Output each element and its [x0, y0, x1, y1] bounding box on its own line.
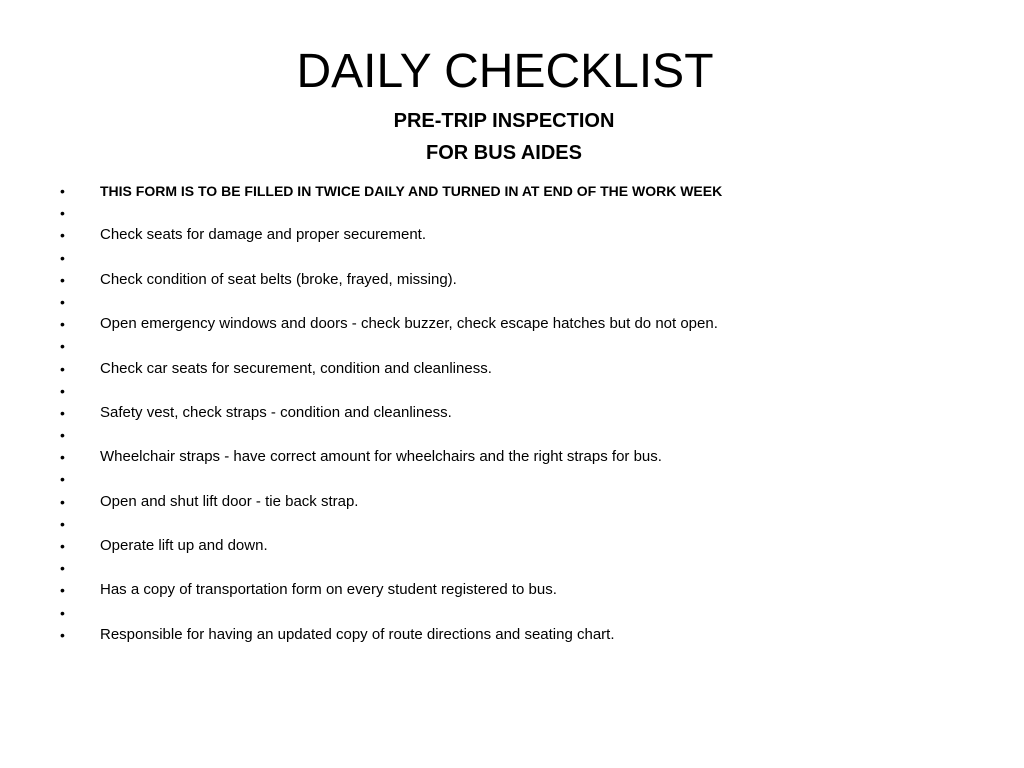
bullet-icon: •: [60, 515, 65, 532]
empty-bullet-item: [60, 602, 1000, 624]
checklist-item-text: Has a copy of transportation form on every student registered to bus.: [100, 581, 557, 599]
checklist-item-text: Check seats for damage and proper securement.: [100, 226, 427, 244]
slide-title: DAILY CHECKLIST: [296, 45, 714, 98]
checklist-item-text: Check condition of seat belts (broke, frayed, missing).: [100, 270, 457, 288]
checklist-item-text: Safety vest, check straps - condition and cleanliness.: [100, 403, 452, 421]
bullet-icon: •: [60, 449, 65, 466]
empty-bullet-item: [60, 468, 1000, 490]
checklist-bullet-list: [60, 180, 1000, 646]
bullet-icon: •: [60, 205, 65, 222]
checklist-item: [60, 624, 1000, 646]
checklist-item: [60, 402, 1000, 424]
bullet-icon: •: [60, 382, 65, 399]
slide-subtitle-line-1: PRE-TRIP INSPECTION: [393, 110, 615, 132]
bullet-icon: •: [60, 360, 65, 377]
checklist-item-text: Check car seats for securement, condition and cleanliness.: [100, 359, 492, 377]
checklist-item: [60, 224, 1000, 246]
checklist-item: [60, 535, 1000, 557]
checklist-item: [60, 313, 1000, 335]
bullet-icon: •: [60, 427, 65, 444]
bullet-icon: •: [60, 227, 65, 244]
empty-bullet-item: [60, 335, 1000, 357]
slide-subtitle-line-2: FOR BUS AIDES: [426, 142, 582, 164]
empty-bullet-item: [60, 291, 1000, 313]
checklist-item: [60, 579, 1000, 601]
bullet-icon: •: [60, 316, 65, 333]
empty-bullet-item: [60, 380, 1000, 402]
checklist-item: [60, 180, 1000, 202]
checklist-item-text: Responsible for having an updated copy of route directions and seating chart.: [100, 625, 615, 643]
checklist-item-text: Open and shut lift door - tie back strap.: [100, 492, 359, 510]
checklist-item-text: Operate lift up and down.: [100, 537, 268, 554]
bullet-icon: •: [60, 183, 65, 199]
bullet-icon: •: [60, 338, 65, 355]
checklist-item: [60, 358, 1000, 380]
empty-bullet-item: [60, 513, 1000, 535]
bullet-icon: •: [60, 493, 65, 510]
empty-bullet-item: [60, 424, 1000, 446]
empty-bullet-item: [60, 247, 1000, 269]
checklist-item-text: Open emergency windows and doors - check buzzer, check escape hatches but do not open.: [100, 315, 718, 333]
checklist-item: [60, 269, 1000, 291]
bullet-icon: •: [60, 560, 65, 577]
empty-bullet-item: [60, 557, 1000, 579]
bullet-icon: •: [60, 249, 65, 266]
bullet-icon: •: [60, 293, 65, 310]
checklist-item-text: Wheelchair straps - have correct amount for wheelchairs and the right straps for bus.: [100, 448, 662, 466]
checklist-item: [60, 491, 1000, 513]
bullet-icon: •: [60, 471, 65, 488]
bullet-icon: •: [60, 271, 65, 288]
bullet-icon: •: [60, 538, 65, 554]
empty-bullet-item: [60, 202, 1000, 224]
bullet-icon: •: [60, 582, 65, 599]
bullet-icon: •: [60, 404, 65, 421]
checklist-item-text: THIS FORM IS TO BE FILLED IN TWICE DAILY AND TURNED IN AT END OF THE WORK WEEK: [100, 183, 723, 199]
bullet-icon: •: [60, 626, 65, 643]
checklist-item: [60, 446, 1000, 468]
bullet-icon: •: [60, 604, 65, 621]
